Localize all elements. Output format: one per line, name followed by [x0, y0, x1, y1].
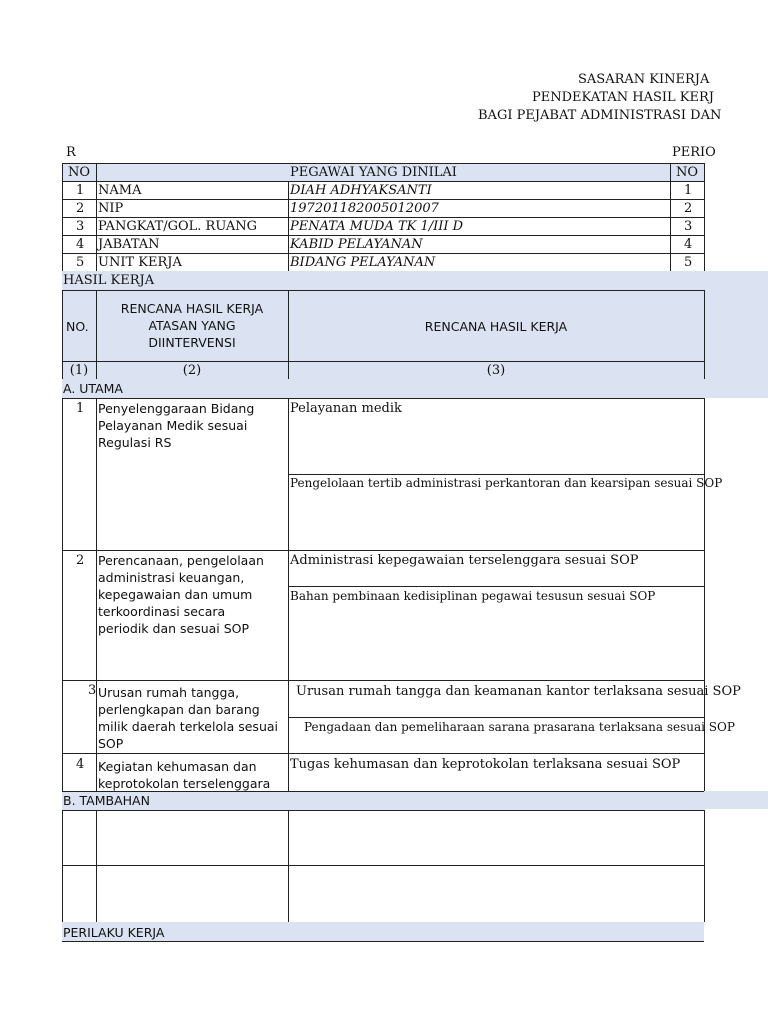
utama-row-rencana: Pengadaan dan pemeliharaan sarana prasarana terlaksana sesuai SOP [304, 720, 735, 734]
pegawai-row-no: 5 [76, 255, 85, 270]
utama-row-atasan: Kegiatan kehumasan dan keprotokolan terselenggara [98, 759, 271, 791]
hasil-kerja-title: HASIL KERJA [63, 273, 155, 288]
utama-row-no: 2 [76, 553, 85, 568]
perilaku-title: PERILAKU KERJA [63, 925, 165, 940]
right-side-band-b [704, 791, 768, 809]
utama-row-rencana: Administrasi kepegawaian terselenggara sesuai SOP [290, 553, 639, 568]
pegawai-row-label: UNIT KERJA [98, 255, 182, 270]
utama-row-no: 3 [88, 683, 97, 698]
pegawai-col-no-right: NO [676, 165, 699, 180]
utama-row-rencana: Pengelolaan tertib administrasi perkantoran dan kearsipan sesuai SOP [290, 476, 723, 490]
col-no-header: NO. [66, 319, 89, 334]
pegawai-row-no-right: 4 [684, 237, 693, 252]
pegawai-row-value: DIAH ADHYAKSANTI [290, 183, 432, 198]
pegawai-row-value: PENATA MUDA TK 1/III D [290, 219, 464, 234]
tambahan-band [62, 791, 704, 810]
pegawai-row-label: JABATAN [98, 237, 160, 252]
utama-row-rencana: Tugas kehumasan dan keprotokolan terlaksana sesuai SOP [290, 757, 681, 772]
col-num-3: (3) [486, 363, 506, 378]
pegawai-row-value: BIDANG PELAYANAN [290, 255, 436, 270]
utama-row-rencana: Bahan pembinaan kedisiplinan pegawai tesusun sesuai SOP [290, 589, 656, 603]
pegawai-col-title: PEGAWAI YANG DINILAI [290, 165, 457, 180]
pegawai-row-no: 2 [76, 201, 85, 216]
pegawai-row-label: NAMA [98, 183, 142, 198]
col-num-2: (2) [182, 363, 202, 378]
header-left-mark: R [66, 145, 76, 160]
utama-band [62, 379, 704, 398]
pegawai-row-no-right: 3 [684, 219, 693, 234]
hasil-kerja-band [62, 271, 704, 290]
col-rencana-header: RENCANA HASIL KERJA [424, 319, 568, 334]
utama-row-atasan: Perencanaan, pengelolaan administrasi keuangan, kepegawaian dan umum terkoordinasi secara periodik dan sesuai SOP [98, 553, 264, 636]
pegawai-col-no: NO [68, 165, 91, 180]
header-right-mark: PERIO [672, 145, 716, 160]
header-line-1: SASARAN KINERJA [578, 72, 710, 87]
pegawai-row-no: 4 [76, 237, 85, 252]
pegawai-row-value: KABID PELAYANAN [290, 237, 423, 252]
col-num-1: (1) [69, 363, 89, 378]
pegawai-row-no-right: 1 [684, 183, 693, 198]
utama-row-no: 1 [76, 401, 85, 416]
pegawai-row-no: 1 [76, 183, 85, 198]
utama-row-no: 4 [76, 757, 85, 772]
pegawai-row-label: NIP [98, 201, 124, 216]
header-line-3: BAGI PEJABAT ADMINISTRASI DAN [478, 108, 722, 123]
utama-row-rencana: Pelayanan medik [290, 401, 402, 416]
tambahan-title: B. TAMBAHAN [63, 793, 150, 808]
utama-row-rencana: Urusan rumah tangga dan keamanan kantor terlaksana sesuai SOP [296, 684, 741, 699]
utama-title: A. UTAMA [63, 381, 123, 396]
header-line-2: PENDEKATAN HASIL KERJ [532, 90, 714, 105]
pegawai-row-no: 3 [76, 219, 85, 234]
right-side-band [704, 271, 768, 398]
utama-row-atasan: Urusan rumah tangga, perlengkapan dan barang milik daerah terkelola sesuai SOP [98, 685, 278, 751]
utama-row-atasan: Penyelenggaraan Bidang Pelayanan Medik sesuai Regulasi RS [98, 401, 255, 450]
pegawai-row-label: PANGKAT/GOL. RUANG [98, 219, 258, 234]
pegawai-row-no-right: 2 [684, 201, 693, 216]
col-atasan-header: RENCANA HASIL KERJA ATASAN YANG DIINTERVENSI [120, 301, 264, 350]
pegawai-row-no-right: 5 [684, 255, 693, 270]
pegawai-row-value: 197201182005012007 [290, 201, 439, 216]
